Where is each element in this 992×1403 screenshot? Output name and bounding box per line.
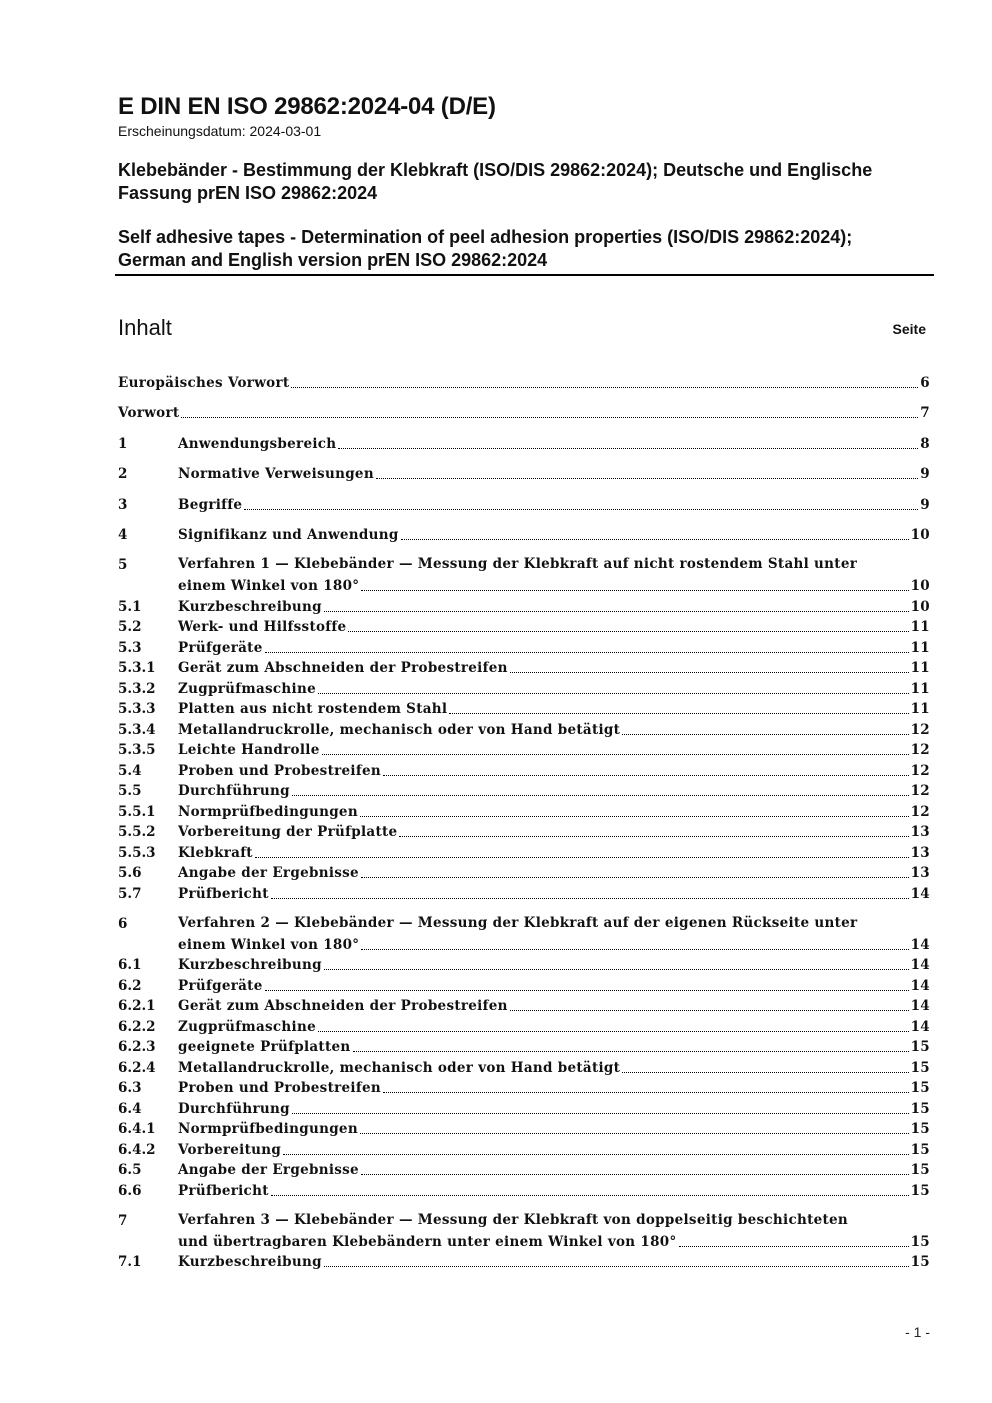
toc-entry-number: 5.5.2 [118,824,156,840]
toc-leader-dots [361,590,908,591]
toc-entry-page: 9 [920,466,930,482]
toc-entry[interactable] [118,1139,930,1160]
toc-entry-number: 5.6 [118,865,142,881]
toc-entry[interactable] [118,372,930,393]
title-english: Self adhesive tapes - Determination of peel adhesion properties (ISO/DIS 29862:2024); German and English version prEN ISO 29862:2024 [118,227,853,270]
toc-entry-page: 7 [920,405,930,421]
toc-entry-label: Prüfbericht [178,885,269,902]
toc-title: Inhalt [118,315,172,340]
toc-entry-number: 5.5 [118,783,142,799]
toc-entry-label: Leichte Handrolle [178,742,320,758]
toc-entry-number: 5.3.4 [118,721,156,738]
toc-leader-dots [361,877,909,878]
toc-entry-label: Verfahren 2 — Klebebänder — Messung der Klebkraft auf der eigenen Rückseite unter [178,914,858,931]
toc-entry-page: 15 [910,1233,930,1250]
toc-entry-number: 6.4.2 [118,1141,156,1158]
toc-entry[interactable] [118,842,930,863]
toc-entry-number: 5.4 [118,762,142,779]
toc-entry-number: 1 [118,435,128,452]
toc-entry-page: 14 [910,998,930,1014]
toc-entry[interactable] [118,1180,930,1201]
toc-leader-dots [265,990,909,991]
toc-entry[interactable] [118,719,930,740]
toc-entry[interactable] [118,955,930,976]
title-german: Klebebänder - Bestimmung der Klebkraft (ISO/DIS 29862:2024); Deutsche und Englische Fassung prEN ISO 29862:2024 [118,160,873,203]
toc-entry-label: Gerät zum Abschneiden der Probestreifen [178,998,508,1014]
toc-leader-dots [181,417,918,418]
toc-entry-number: 6.1 [118,957,142,973]
toc-leader-dots [271,1195,909,1196]
toc-leader-dots [376,478,918,479]
toc-leader-dots [383,775,909,776]
toc-entry-number: 5.5.1 [118,803,156,820]
toc-entry-label: Prüfbericht [178,1182,269,1199]
toc-entry[interactable] [118,1160,930,1181]
toc-entry-number: 5.2 [118,619,142,635]
toc-leader-dots [265,652,909,653]
toc-entry-page: 15 [910,1059,930,1076]
toc-entry[interactable] [118,996,930,1017]
toc-entry-page: 10 [910,598,930,615]
toc-entry[interactable] [118,781,930,802]
toc-entry-label-continued: einem Winkel von 180° [178,578,360,594]
toc-entry[interactable] [118,1211,930,1252]
toc-entry-page: 15 [910,1039,930,1055]
toc-leader-dots [383,1092,909,1093]
toc-entry-number: 5.3.3 [118,701,156,717]
toc-entry[interactable] [118,883,930,904]
toc-entry[interactable] [118,822,930,843]
toc-entry-page: 12 [910,803,930,820]
toc-entry-page: 10 [910,527,930,543]
toc-entry-page: 10 [910,578,930,594]
toc-entry-number: 7.1 [118,1254,142,1270]
toc-entry-label: Kurzbeschreibung [178,957,322,973]
toc-entry[interactable] [118,975,930,996]
toc-entry[interactable] [118,494,930,515]
toc-leader-dots [255,857,909,858]
toc-entry-number: 6.2.2 [118,1018,156,1035]
toc-entry-label-continued: und übertragbaren Klebebändern unter einem Winkel von 180° [178,1233,677,1250]
toc-entry-number: 6.2.4 [118,1059,156,1076]
toc-leader-dots [399,836,908,837]
toc-leader-dots [360,1133,909,1134]
toc-entry-page: 15 [910,1182,930,1199]
toc-entry-label: Normprüfbedingungen [178,803,358,820]
toc-entry-number: 2 [118,466,128,482]
toc-entry[interactable] [118,658,930,679]
toc-leader-dots [324,969,909,970]
toc-entry-number: 6.2 [118,977,142,994]
toc-entry-page: 12 [910,742,930,758]
toc-entry-page: 11 [910,660,930,676]
toc-entry[interactable] [118,433,930,454]
toc-entry-label: Zugprüfmaschine [178,680,316,697]
table-of-contents [118,372,930,1272]
toc-entry-label: Europäisches Vorwort [118,374,290,391]
toc-entry-page: 15 [910,1254,930,1270]
toc-leader-dots [361,1174,909,1175]
toc-entry-label: Proben und Probestreifen [178,762,381,779]
toc-entry-label: geeignete Prüfplatten [178,1039,351,1055]
toc-entry[interactable] [118,760,930,781]
toc-entry-label: Signifikanz und Anwendung [178,527,399,543]
toc-entry-page: 12 [910,721,930,738]
toc-leader-dots [348,631,908,632]
toc-entry-number: 5.7 [118,885,142,902]
toc-entry[interactable] [118,464,930,485]
toc-entry-label: Metallandruckrolle, mechanisch oder von Hand betätigt [178,1059,621,1076]
toc-entry-page: 15 [910,1162,930,1178]
toc-entry-page: 13 [910,844,930,861]
toc-entry-label: Angabe der Ergebnisse [178,865,359,881]
toc-entry-number: 3 [118,496,128,513]
toc-entry-number: 6.4.1 [118,1121,156,1137]
toc-entry-number: 6.6 [118,1182,142,1199]
toc-heading [118,314,926,344]
toc-leader-dots [622,1072,908,1073]
toc-leader-dots [324,611,909,612]
toc-entry-number: 5.3.1 [118,660,156,676]
toc-entry[interactable] [118,1098,930,1119]
toc-entry[interactable] [118,596,930,617]
toc-entry-number: 6.5 [118,1162,142,1178]
toc-entry[interactable] [118,1057,930,1078]
toc-entry-number: 5.5.3 [118,844,156,861]
toc-entry[interactable] [118,525,930,546]
toc-entry[interactable] [118,678,930,699]
toc-entry[interactable] [118,637,930,658]
toc-leader-dots [318,693,909,694]
toc-entry-page: 14 [910,885,930,902]
toc-leader-dots [292,1113,909,1114]
toc-entry[interactable] [118,555,930,596]
toc-leader-dots [292,795,909,796]
toc-entry-page: 11 [910,619,930,635]
toc-entry-page: 11 [910,701,930,717]
toc-entry[interactable] [118,1037,930,1058]
toc-entry-label: Anwendungsbereich [178,435,337,452]
toc-leader-dots [510,1010,909,1011]
toc-entry-label-continued: einem Winkel von 180° [178,936,360,953]
toc-entry-label: Vorbereitung der Prüfplatte [178,824,398,840]
toc-entry[interactable] [118,699,930,720]
toc-entry-label: Durchführung [178,783,290,799]
toc-leader-dots [291,387,918,388]
toc-entry-page: 12 [910,783,930,799]
toc-entry-page: 14 [910,957,930,973]
toc-entry-page: 15 [910,1080,930,1096]
toc-entry-page: 13 [910,865,930,881]
toc-entry-label: Platten aus nicht rostendem Stahl [178,701,448,717]
toc-entry-number: 6.2.3 [118,1039,156,1055]
toc-leader-dots [324,1266,909,1267]
toc-entry-page: 14 [910,936,930,953]
toc-entry-label: Normprüfbedingungen [178,1121,358,1137]
toc-entry-number: 6.4 [118,1100,142,1117]
toc-entry[interactable] [118,1119,930,1140]
document-title: E DIN EN ISO 29862:2024-04 (D/E) [118,93,496,120]
document-header [118,92,934,272]
toc-entry-page: 15 [910,1121,930,1137]
toc-entry-number: 5.3 [118,639,142,656]
publication-date: Erscheinungsdatum: 2024-03-01 [118,123,322,139]
toc-entry-number: 5.3.5 [118,742,156,758]
toc-entry-label: Werk- und Hilfsstoffe [178,619,347,635]
toc-leader-dots [622,734,908,735]
toc-entry-page: 15 [910,1141,930,1158]
toc-entry-label: Kurzbeschreibung [178,598,322,615]
toc-entry-page: 12 [910,762,930,779]
toc-entry[interactable] [118,914,930,955]
toc-entry-number: 7 [118,1212,128,1229]
toc-leader-dots [401,539,909,540]
toc-entry-label: Kurzbeschreibung [178,1254,322,1270]
toc-page-column-label: Seite [892,321,926,337]
toc-entry-page: 13 [910,824,930,840]
toc-entry[interactable] [118,863,930,884]
toc-entry-label: Zugprüfmaschine [178,1018,316,1035]
toc-entry-label: Prüfgeräte [178,639,263,656]
toc-entry-label: Begriffe [178,496,243,513]
header-divider [115,274,934,276]
toc-leader-dots [271,898,909,899]
page-number: - 1 - [905,1324,930,1340]
toc-entry[interactable] [118,403,930,424]
toc-entry[interactable] [118,617,930,638]
toc-entry-page: 6 [920,374,930,391]
toc-leader-dots [679,1246,909,1247]
toc-entry-page: 11 [910,680,930,697]
toc-entry-number: 5.1 [118,598,142,615]
toc-entry-label: Vorwort [118,405,180,421]
toc-entry-label: Verfahren 1 — Klebebänder — Messung der Klebkraft auf nicht rostendem Stahl unter [178,556,858,572]
toc-leader-dots [360,816,909,817]
toc-entry-page: 11 [910,639,930,656]
toc-leader-dots [338,448,918,449]
toc-leader-dots [318,1031,909,1032]
toc-leader-dots [244,509,918,510]
toc-entry-label: Prüfgeräte [178,977,263,994]
toc-entry-page: 9 [920,496,930,513]
toc-entry[interactable] [118,1016,930,1037]
toc-entry-label: Gerät zum Abschneiden der Probestreifen [178,660,508,676]
toc-entry-label: Vorbereitung [178,1141,282,1158]
toc-entry-page: 8 [920,435,930,452]
toc-entry-number: 6 [118,915,128,932]
toc-leader-dots [510,672,909,673]
toc-entry-number: 5.3.2 [118,680,156,697]
toc-entry-label: Klebkraft [178,844,253,861]
toc-entry-label: Verfahren 3 — Klebebänder — Messung der Klebkraft von doppelseitig beschichteten [178,1211,849,1228]
toc-leader-dots [353,1051,909,1052]
toc-leader-dots [449,713,908,714]
toc-entry-label: Metallandruckrolle, mechanisch oder von Hand betätigt [178,721,621,738]
toc-entry-label: Angabe der Ergebnisse [178,1162,359,1178]
toc-entry-label: Normative Verweisungen [178,466,374,482]
toc-entry-number: 5 [118,557,128,573]
toc-entry-number: 4 [118,527,128,543]
toc-entry[interactable] [118,801,930,822]
toc-leader-dots [361,949,908,950]
toc-entry-page: 14 [910,977,930,994]
toc-entry-label: Proben und Probestreifen [178,1080,381,1096]
toc-entry[interactable] [118,1078,930,1099]
toc-entry[interactable] [118,740,930,761]
toc-entry-number: 6.2.1 [118,998,156,1014]
toc-entry-label: Durchführung [178,1100,290,1117]
toc-entry-page: 14 [910,1018,930,1035]
toc-entry-page: 15 [910,1100,930,1117]
toc-leader-dots [322,754,909,755]
toc-entry-number: 6.3 [118,1080,142,1096]
toc-entry[interactable] [118,1252,930,1273]
toc-leader-dots [283,1154,908,1155]
